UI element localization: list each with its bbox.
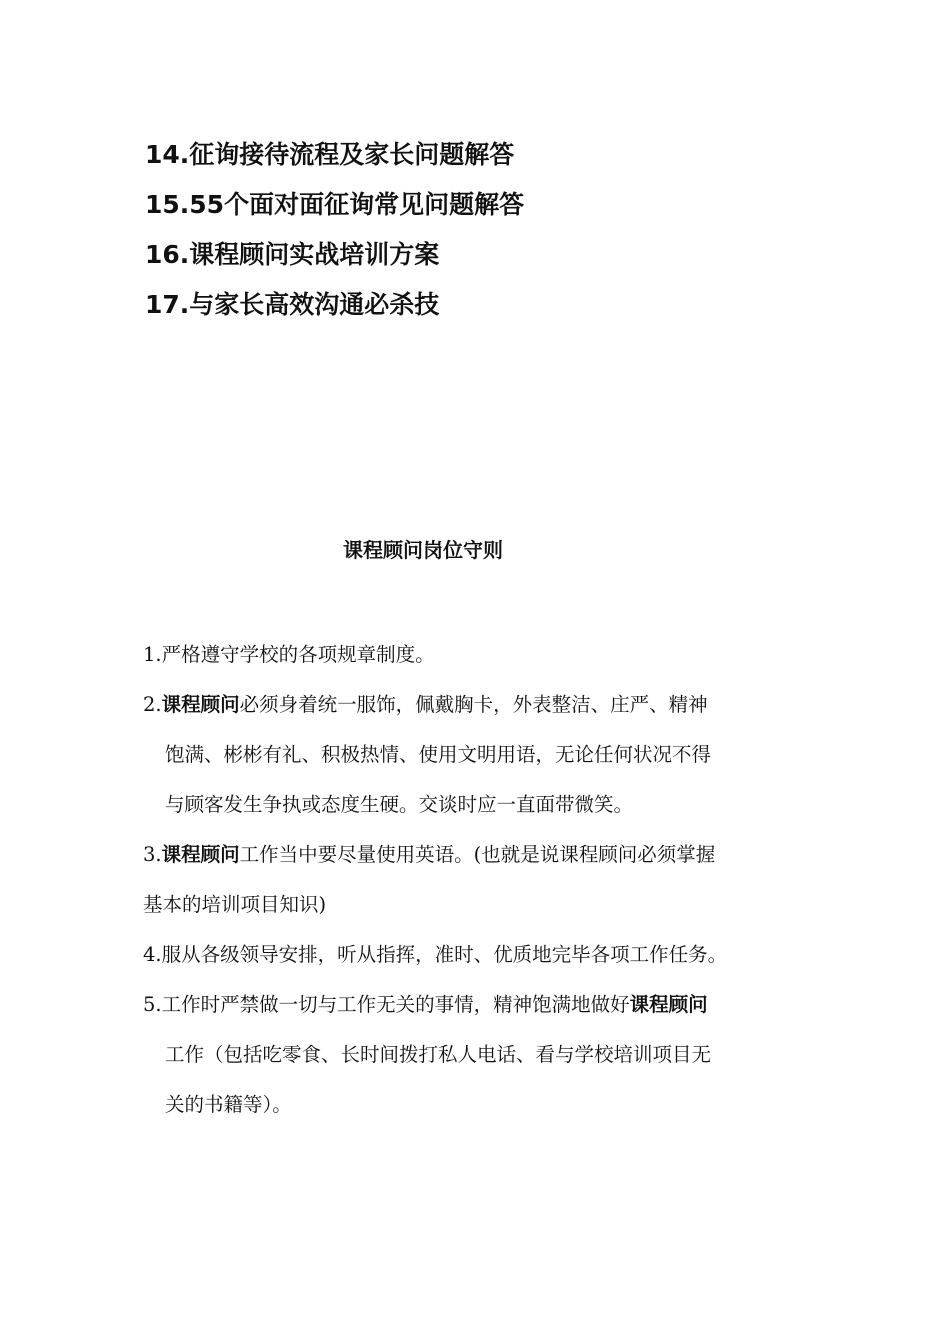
toc-item: 16.课程顾问实战培训方案 xyxy=(145,240,440,269)
rule-4-text: 4.服从各级领导安排，听从指挥，准时、优质地完毕各项工作任务。 xyxy=(143,943,728,966)
toc-list xyxy=(145,130,524,330)
rule-5 xyxy=(143,980,811,1030)
rule-1 xyxy=(143,630,811,680)
rule-2-number: 2. xyxy=(143,693,162,716)
rule-2 xyxy=(143,680,811,730)
rule-3-text: 工作当中要尽量使用英语。(也就是说课程顾问必须掌握 xyxy=(239,843,716,866)
rule-2-text: 必须身着统一服饰，佩戴胸卡，外表整洁、庄严、精神 xyxy=(239,693,708,716)
toc-item: 17.与家长高效沟通必杀技 xyxy=(145,290,440,319)
rule-2-continuation: 饱满、彬彬有礼、积极热情、使用文明用语，无论任何状况不得 xyxy=(165,743,712,766)
rule-5-continuation: 工作（包括吃零食、长时间拨打私人电话、看与学校培训项目无 xyxy=(165,1043,712,1066)
section-title: 课程顾问岗位守则 xyxy=(343,538,503,562)
rules-list xyxy=(143,630,811,1130)
toc-item: 15.55个面对面征询常见问题解答 xyxy=(145,190,525,219)
rule-3 xyxy=(143,830,811,880)
rule-5-bold-term: 课程顾问 xyxy=(629,993,708,1016)
rule-3-continuation: 基本的培训项目知识) xyxy=(143,893,327,916)
rule-3-bold-term: 课程顾问 xyxy=(161,843,240,866)
rule-4 xyxy=(143,930,811,980)
rule-3-number: 3. xyxy=(143,843,162,866)
rule-5-continuation: 关的书籍等）。 xyxy=(165,1093,292,1116)
rule-1-text: 1.严格遵守学校的各项规章制度。 xyxy=(143,643,435,666)
rule-2-continuation: 与顾客发生争执或态度生硬。交谈时应一直面带微笑。 xyxy=(165,793,634,816)
toc-item: 14.征询接待流程及家长问题解答 xyxy=(145,140,515,169)
rule-5-text: 5.工作时严禁做一切与工作无关的事情，精神饱满地做好 xyxy=(143,993,630,1016)
rule-2-bold-term: 课程顾问 xyxy=(161,693,240,716)
